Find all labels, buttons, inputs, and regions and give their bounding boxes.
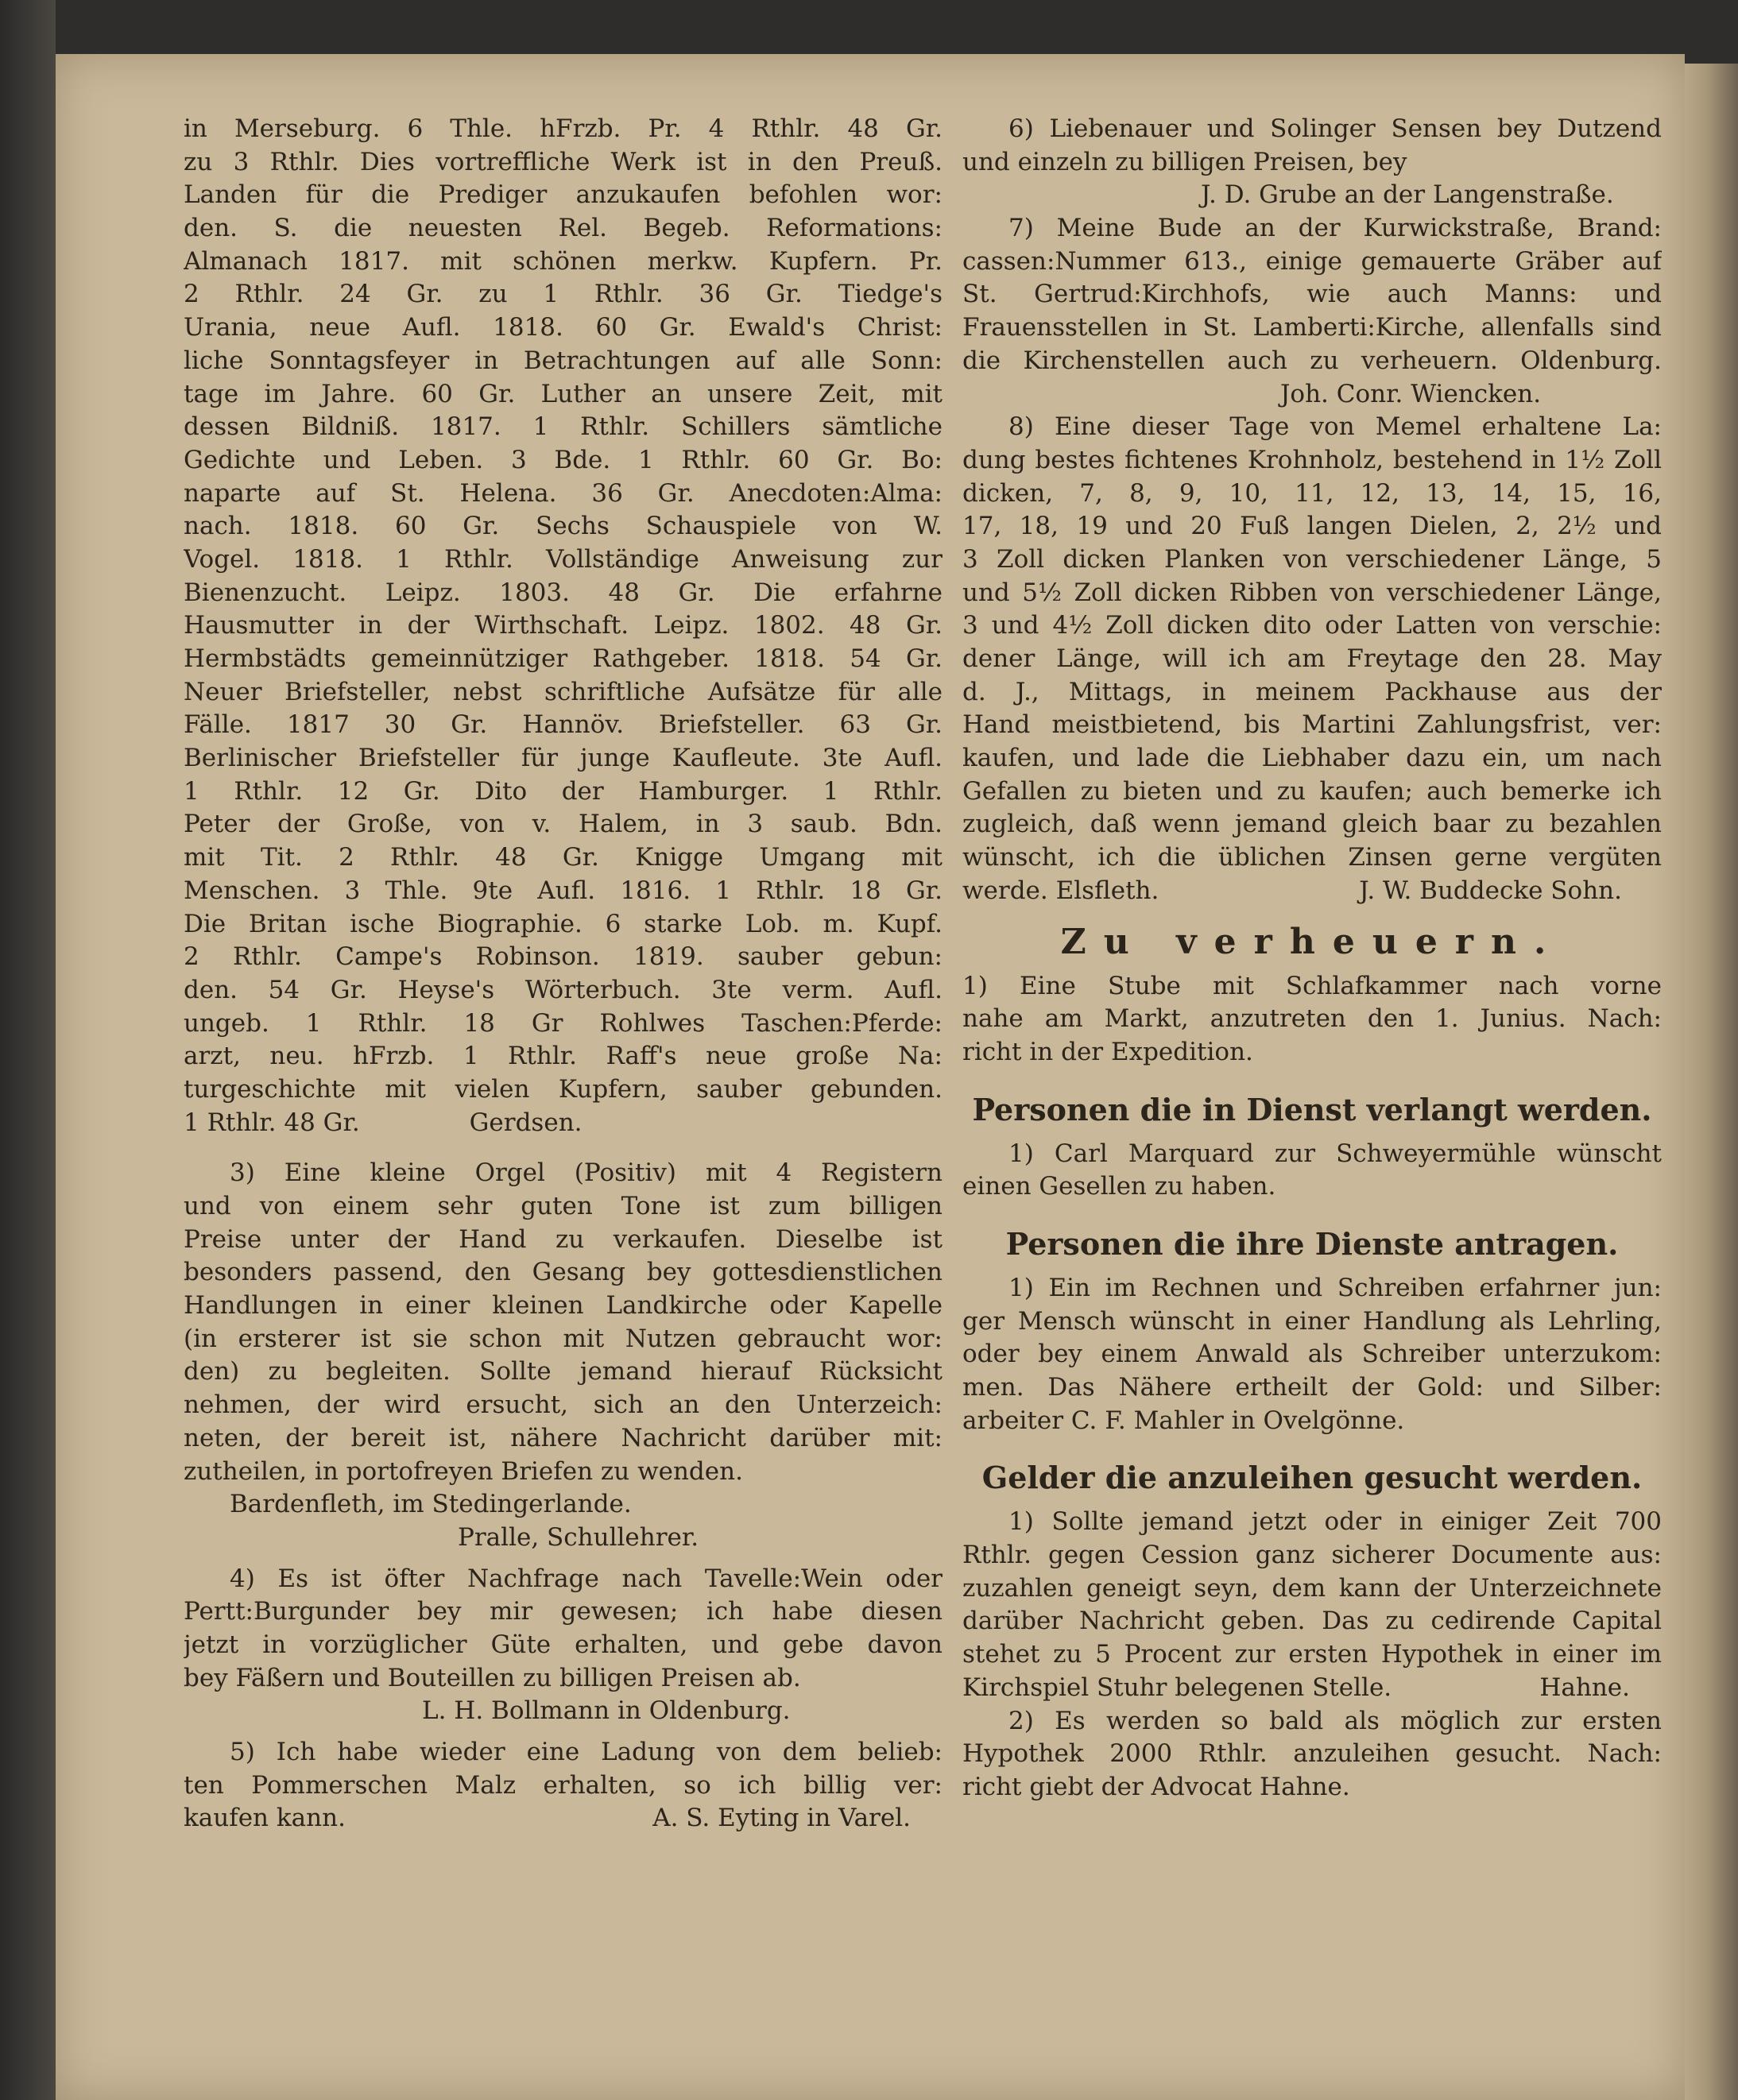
text-line: dessen Bildniß. 1817. 1 Rthlr. Schillers sämtliche	[184, 412, 943, 442]
malt-ad-paragraph	[184, 1736, 943, 1835]
heading-for-rent: Zu verheuern.	[1060, 921, 1564, 962]
heading-positions-wanted: Personen die in Dienst verlangt werden.	[972, 1091, 1652, 1127]
text-line: 3 Zoll dicken Planken von verschiedener Länge, 5	[962, 544, 1662, 574]
text-line: Hypothek 2000 Rthlr. anzuleihen gesucht. Nach:	[962, 1739, 1662, 1769]
signature: J. D. Grube an der Langenstraße.	[1201, 180, 1614, 210]
book-spine	[0, 0, 56, 2100]
text-line: naparte auf St. Helena. 36 Gr. Anecdoten:Alma:	[184, 478, 943, 508]
left-column	[184, 113, 943, 1835]
text-line: mit Tit. 2 Rthlr. 48 Gr. Knigge Umgang mit	[184, 843, 943, 872]
text-line: Urania, neue Aufl. 1818. 60 Gr. Ewald's Christ:	[184, 313, 943, 342]
text-line: Hausmutter in der Wirthschaft. Leipz. 1802. 48 Gr.	[184, 611, 943, 640]
text-line: Fälle. 1817 30 Gr. Hannöv. Briefsteller. 63 Gr.	[184, 710, 943, 740]
text-line: kaufen, und lade die Liebhaber dazu ein, um nach	[962, 744, 1662, 773]
text-line: arzt, neu. hFrzb. 1 Rthlr. Raff's neue große Na:	[184, 1042, 943, 1071]
text-line: 1 Rthlr. 12 Gr. Dito der Hamburger. 1 Rthlr.	[184, 776, 943, 806]
text-line: Landen für die Prediger anzukaufen befohlen wor:	[184, 180, 943, 210]
place-line: Bardenfleth, im Stedingerlande.	[230, 1490, 632, 1519]
signature: Pralle, Schullehrer.	[458, 1522, 699, 1552]
text-line: und 5½ Zoll dicken Ribben von verschiedener Länge,	[962, 578, 1662, 607]
text-line: dener Länge, will ich am Freytage den 28. May	[962, 644, 1662, 673]
text-line: richt giebt der Advocat Hahne.	[962, 1772, 1350, 1801]
text-line: Rthlr. gegen Cession ganz sicherer Documente aus:	[962, 1541, 1662, 1570]
text-line: den. S. die neuesten Rel. Begeb. Reformations:	[184, 214, 943, 243]
text-line: 4) Es ist öfter Nachfrage nach Tavelle:Wein oder	[230, 1564, 943, 1593]
text-line: 7) Meine Bude an der Kurwickstraße, Brand:	[1008, 214, 1662, 243]
book-list-paragraph	[184, 113, 943, 1139]
text-line: kaufen kann.	[184, 1804, 346, 1833]
text-line: 1) Eine Stube mit Schlafkammer nach vorne	[962, 971, 1662, 1000]
text-line: werde. Elsfleth.	[962, 876, 1159, 905]
text-line: tage im Jahre. 60 Gr. Luther an unsere Zeit, mit	[184, 379, 943, 408]
text-line: 3 und 4½ Zoll dicken dito oder Latten von verschie:	[962, 611, 1662, 640]
text-line: Almanach 1817. mit schönen merkw. Kupfern. Pr.	[184, 246, 943, 276]
text-line: ten Pommerschen Malz erhalten, so ich billig ver:	[184, 1770, 943, 1800]
text-line: ger Mensch wünscht in einer Handlung als Lehrling,	[962, 1306, 1662, 1336]
text-line: einen Gesellen zu haben.	[962, 1172, 1276, 1201]
text-line: 1 Rthlr. 48 Gr. Gerdsen.	[184, 1108, 583, 1137]
signature: Hahne.	[1539, 1673, 1630, 1702]
text-line: 2 Rthlr. Campe's Robinson. 1819. sauber gebun:	[184, 942, 943, 972]
text-line: nach. 1818. 60 Gr. Sechs Schauspiele von W.	[184, 512, 943, 541]
text-line: und von einem sehr guten Tone ist zum billigen	[184, 1192, 943, 1220]
signature: L. H. Bollmann in Oldenburg.	[422, 1696, 791, 1726]
text-line: ungeb. 1 Rthlr. 18 Gr Rohlwes Taschen:Pferde:	[184, 1008, 943, 1038]
text-line: nahe am Markt, anzutreten den 1. Junius. Nach:	[962, 1004, 1662, 1034]
text-line: arbeiter C. F. Mahler in Ovelgönne.	[962, 1406, 1405, 1435]
facing-page-edge	[1685, 64, 1738, 2100]
text-line: Neuer Briefsteller, nebst schriftliche Aufsätze für alle	[184, 677, 943, 706]
text-line: den. 54 Gr. Heyse's Wörterbuch. 3te verm. Aufl.	[184, 975, 943, 1004]
text-line: 5) Ich habe wieder eine Ladung von dem belieb:	[230, 1738, 943, 1766]
offer-paragraph	[962, 1272, 1662, 1437]
text-line: jetzt in vorzüglicher Güte erhalten, und gebe davon	[184, 1630, 943, 1659]
rent-paragraph	[962, 970, 1662, 1069]
text-line: in Merseburg. 6 Thle. hFrzb. Pr. 4 Rthlr. 48 Gr.	[184, 114, 943, 143]
signature: J. W. Buddecke Sohn.	[1359, 876, 1622, 905]
text-line: dicken, 7, 8, 9, 10, 11, 12, 13, 14, 15, 16,	[962, 478, 1662, 508]
right-column	[962, 113, 1662, 1804]
wine-ad-paragraph	[184, 1563, 943, 1728]
text-line: wünscht, ich die üblichen Zinsen gerne vergüten	[962, 843, 1662, 872]
text-line: und einzeln zu billigen Preisen, bey	[962, 147, 1407, 176]
text-line: den) zu begleiten. Sollte jemand hierauf Rücksicht	[184, 1357, 943, 1386]
text-line: Hermbstädts gemeinnütziger Rathgeber. 1818. 54 Gr.	[184, 644, 943, 673]
text-line: zutheilen, in portofreyen Briefen zu wenden.	[184, 1456, 743, 1486]
text-line: Pertt:Burgunder bey mir gewesen; ich habe diesen	[184, 1597, 943, 1626]
text-line: Die Britan ische Biographie. 6 starke Lob. m. Kupf.	[184, 909, 943, 938]
booth-ad-paragraph	[962, 212, 1662, 411]
text-line: bey Fäßern und Bouteillen zu billigen Preisen ab.	[184, 1663, 801, 1692]
text-line: Preise unter der Hand zu verkaufen. Dieselbe ist	[184, 1224, 943, 1254]
text-line: 3) Eine kleine Orgel (Positiv) mit 4 Registern	[230, 1158, 943, 1188]
text-line: 2 Rthlr. 24 Gr. zu 1 Rthlr. 36 Gr. Tiedge's	[184, 280, 943, 309]
text-line: Gedichte und Leben. 3 Bde. 1 Rthlr. 60 Gr. Bo:	[184, 445, 943, 474]
text-line: (in ersterer ist sie schon mit Nutzen gebraucht wor:	[184, 1324, 943, 1353]
text-line: Hand meistbietend, bis Martini Zahlungsfrist, ver:	[962, 710, 1662, 740]
text-line: Vogel. 1818. 1 Rthlr. Vollständige Anweisung zur	[184, 544, 943, 574]
text-line: zuzahlen geneigt seyn, dem kann der Unterzeichnete	[962, 1573, 1662, 1603]
text-line: 17, 18, 19 und 20 Fuß langen Dielen, 2, 2½ und	[962, 512, 1662, 541]
text-line: cassen:Nummer 613., einige gemauerte Gräber auf	[962, 246, 1662, 276]
wanted-paragraph	[962, 1138, 1662, 1204]
scythe-ad-paragraph	[962, 113, 1662, 212]
text-line: 8) Eine dieser Tage von Memel erhaltene La:	[1008, 412, 1662, 442]
text-line: besonders passend, den Gesang bey gottesdienstlichen	[184, 1258, 943, 1287]
heading-loans-sought: Gelder die anzuleihen gesucht werden.	[981, 1460, 1643, 1496]
timber-ad-paragraph	[962, 411, 1662, 907]
text-line: liche Sonntagsfeyer in Betrachtungen auf alle Sonn:	[184, 346, 943, 375]
organ-ad-paragraph	[184, 1157, 943, 1554]
signature: A. S. Eyting in Varel.	[652, 1804, 911, 1833]
text-line: Gefallen zu bieten und zu kaufen; auch bemerke ich	[962, 776, 1662, 806]
text-line: Bienenzucht. Leipz. 1803. 48 Gr. Die erfahrne	[184, 578, 943, 607]
text-line: 1) Carl Marquard zur Schweyermühle wünscht	[1008, 1139, 1662, 1168]
loan-paragraph-1	[962, 1506, 1662, 1704]
text-line: zu 3 Rthlr. Dies vortreffliche Werk ist in den Preuß.	[184, 147, 943, 176]
text-line: richt in der Expedition.	[962, 1037, 1253, 1066]
text-line: 6) Liebenauer und Solinger Sensen bey Dutzend	[1008, 114, 1662, 143]
text-line: Frauensstellen in St. Lamberti:Kirche, allenfalls sind	[962, 313, 1662, 342]
heading-services-offered: Personen die ihre Dienste antragen.	[1005, 1225, 1619, 1262]
text-line: Handlungen in einer kleinen Landkirche oder Kapelle	[184, 1291, 943, 1321]
text-line: men. Das Nähere ertheilt der Gold: und Silber:	[962, 1373, 1662, 1402]
text-line: nehmen, der wird ersucht, sich an den Unterzeich:	[184, 1390, 943, 1420]
text-line: die Kirchenstellen auch zu verheuern. Oldenburg.	[962, 346, 1662, 375]
text-line: dung bestes fichtenes Krohnholz, bestehend in 1½ Zoll	[962, 445, 1662, 474]
text-line: Berlinischer Briefsteller für junge Kaufleute. 3te Aufl.	[184, 744, 943, 773]
text-line: neten, der bereit ist, nähere Nachricht darüber mit:	[184, 1423, 943, 1452]
signature: Joh. Conr. Wiencken.	[1280, 379, 1542, 408]
text-line: 1) Ein im Rechnen und Schreiben erfahrner jun:	[1008, 1273, 1662, 1302]
text-line: zugleich, daß wenn jemand gleich baar zu bezahlen	[962, 810, 1662, 839]
loan-paragraph-2	[962, 1705, 1662, 1804]
text-line: Peter der Große, von v. Halem, in 3 saub. Bdn.	[184, 810, 943, 839]
text-line: stehet zu 5 Procent zur ersten Hypothek in einer im	[962, 1640, 1662, 1669]
text-line: d. J., Mittags, in meinem Packhause aus der	[962, 677, 1662, 706]
text-line: St. Gertrud:Kirchhofs, wie auch Manns: und	[962, 280, 1662, 309]
text-line: Kirchspiel Stuhr belegenen Stelle.	[962, 1673, 1392, 1702]
text-line: 1) Sollte jemand jetzt oder in einiger Zeit 700	[1008, 1507, 1662, 1537]
text-line: Menschen. 3 Thle. 9te Aufl. 1816. 1 Rthlr. 18 Gr.	[184, 876, 943, 905]
text-line: oder bey einem Anwald als Schreiber unterzukom:	[962, 1340, 1662, 1369]
text-line: turgeschichte mit vielen Kupfern, sauber gebunden.	[184, 1074, 943, 1104]
text-line: darüber Nachricht geben. Das zu cedirende Capital	[962, 1607, 1662, 1636]
text-line: 2) Es werden so bald als möglich zur ersten	[1008, 1706, 1662, 1735]
